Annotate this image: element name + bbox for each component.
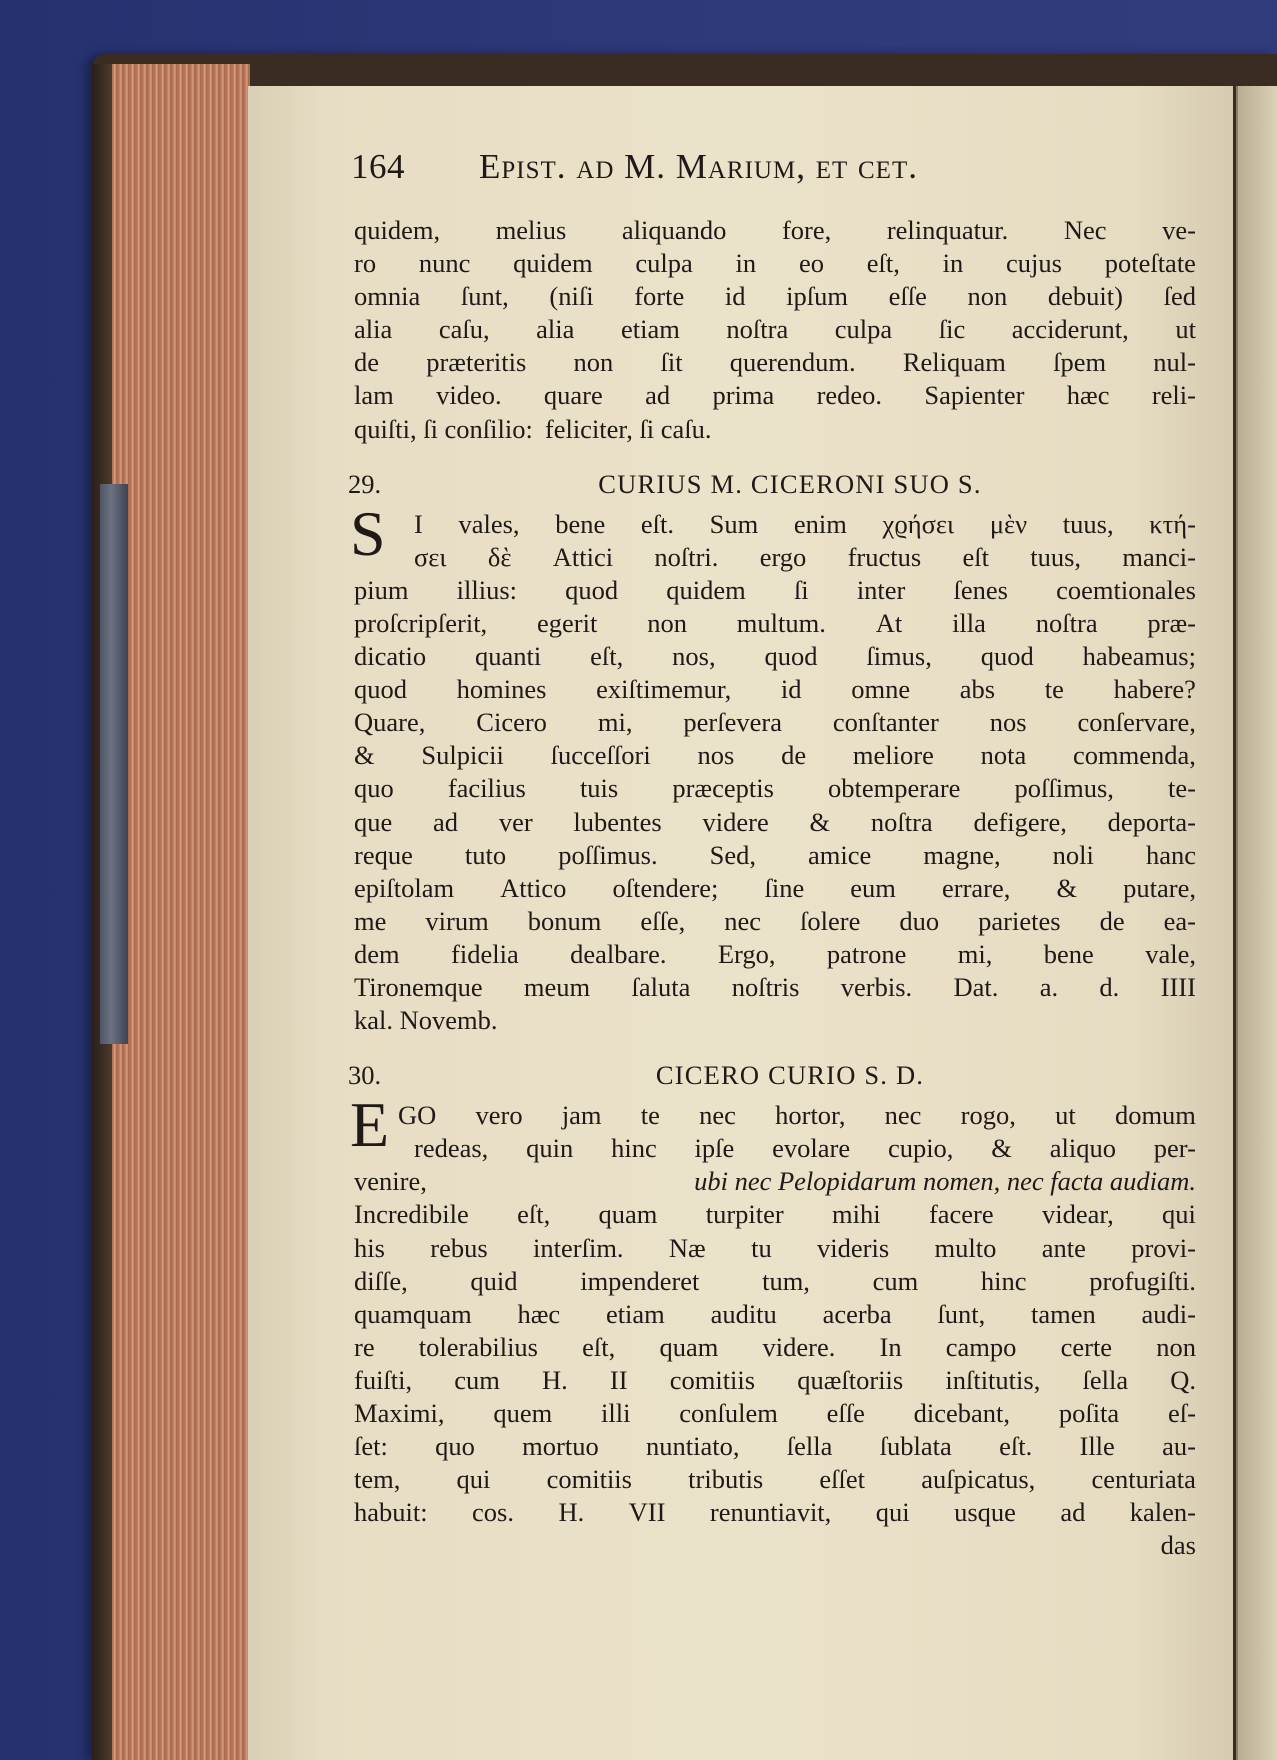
text-line: GO vero jam te nec hortor, nec rogo, ut domum (398, 1100, 1196, 1131)
italic-quote: ubi nec Pelopidarum nomen, nec facta audiam. (694, 1166, 1196, 1197)
drop-cap: E (350, 1089, 390, 1161)
letter-body (350, 1089, 1196, 1562)
letter-title: CURIUS M. CICERONI SUO S. (598, 468, 982, 499)
text-line: Tironemque meum ſaluta noſtris verbis. Dat. a. d. IIII (354, 971, 1196, 1002)
text-line: redeas, quin hinc ipſe evolare cupio, & aliquo per- (414, 1133, 1196, 1164)
text-line: reque tuto poſſimus. Sed, amice magne, noli hanc (354, 839, 1196, 870)
text-line: venire, ubi nec Pelopidarum nomen, nec facta audiam. (354, 1165, 1196, 1198)
text-line: epiſtolam Attico oſtendere; ſine eum errare, & putare, (354, 872, 1196, 903)
page-text (348, 147, 1196, 1562)
text-line: Quare, Cicero mi, perſevera conſtanter nos conſervare, (354, 707, 1196, 738)
text-line: que ad ver lubentes videre & noſtra defigere, deporta- (354, 806, 1196, 837)
text-line: re tolerabilius eſt, quam videre. In campo certe non (354, 1331, 1196, 1362)
text-line: quidem, melius aliquando fore, relinquatur. Nec ve- (354, 215, 1196, 245)
text-line: quamquam hæc etiam auditu acerba ſunt, tamen audi- (354, 1298, 1196, 1329)
page-edges (100, 64, 250, 1760)
text-line: alia caſu, alia etiam noſtra culpa ſic acciderunt, ut (354, 314, 1196, 345)
letter-heading (348, 462, 1196, 508)
catchword: das (1160, 1530, 1196, 1561)
text-line: fuiſti, cum H. II comitiis quæſtoriis inſtitutis, ſella Q. (354, 1364, 1196, 1395)
text-line: dem fidelia dealbare. Ergo, patrone mi, bene vale, (354, 938, 1196, 969)
text-line: quod homines exiſtimemur, id omne abs te habere? (354, 674, 1196, 705)
text-line: omnia ſunt, (niſi forte id ipſum eſſe non debuit) ſed (354, 281, 1196, 312)
text-line: I vales, bene eſt. Sum enim χϱήσει μὲν tuus, κτή- (414, 508, 1196, 539)
text-line: ro nunc quidem culpa in eo eſt, in cujus poteſtate (354, 248, 1196, 279)
paragraph-continued (354, 214, 1196, 446)
text-line: σει δὲ Attici noſtri. ergo fructus eſt tuus, manci- (414, 541, 1196, 572)
right-page-edge (1236, 86, 1277, 1760)
text-line: ſet: quo mortuo nuntiato, ſella ſublata eſt. Ille au- (354, 1431, 1196, 1462)
text-line: lam video. quare ad prima redeo. Sapienter hæc reli- (354, 380, 1196, 411)
text-line: dicatio quanti eſt, nos, quod ſimus, quod habeamus; (354, 641, 1196, 672)
drop-cap: S (350, 497, 386, 569)
text-line: me virum bonum eſſe, nec ſolere duo parietes de ea- (354, 905, 1196, 936)
text-line: & Sulpicii ſucceſſori nos de meliore nota commenda, (354, 740, 1196, 771)
text-line: kal. Novemb. (354, 1005, 498, 1036)
text-line: his rebus interſim. Næ tu videris multo ante provi- (354, 1232, 1196, 1263)
text-line: quo facilius tuis præceptis obtemperare poſſimus, te- (354, 773, 1196, 804)
letter-body (350, 497, 1196, 1038)
text-line: Incredibile eſt, quam turpiter mihi facere videar, qui (354, 1199, 1196, 1230)
letter-heading (348, 1053, 1196, 1099)
text-line: diſſe, quid impenderet tum, cum hinc profugiſti. (354, 1265, 1196, 1296)
letter-title: CICERO CURIO S. D. (655, 1060, 925, 1091)
text-line: tem, qui comitiis tributis eſſet auſpicatus, centuriata (354, 1464, 1196, 1495)
text-line: pium illius: quod quidem ſi inter ſenes coemtionales (354, 574, 1196, 605)
binding-strip (100, 484, 128, 1044)
text-line: quiſti, ſi conſilio: feliciter, ſi caſu. (354, 413, 712, 444)
text-line: habuit: cos. H. VII renuntiavit, qui usque ad kalen- (354, 1497, 1196, 1528)
letter-number: 29. (348, 468, 382, 499)
letter-number: 30. (348, 1060, 382, 1091)
text-line: proſcripſerit, egerit non multum. At illa noſtra præ- (354, 607, 1196, 638)
text-line: de præteritis non ſit querendum. Reliquam ſpem nul- (354, 347, 1196, 378)
running-title: Epist. ad M. Marium, et cet. (479, 147, 918, 186)
running-head (351, 147, 1196, 196)
page-number: 164 (351, 147, 405, 186)
text-line: Maximi, quem illi conſulem eſſe dicebant, poſita eſ- (354, 1398, 1196, 1428)
